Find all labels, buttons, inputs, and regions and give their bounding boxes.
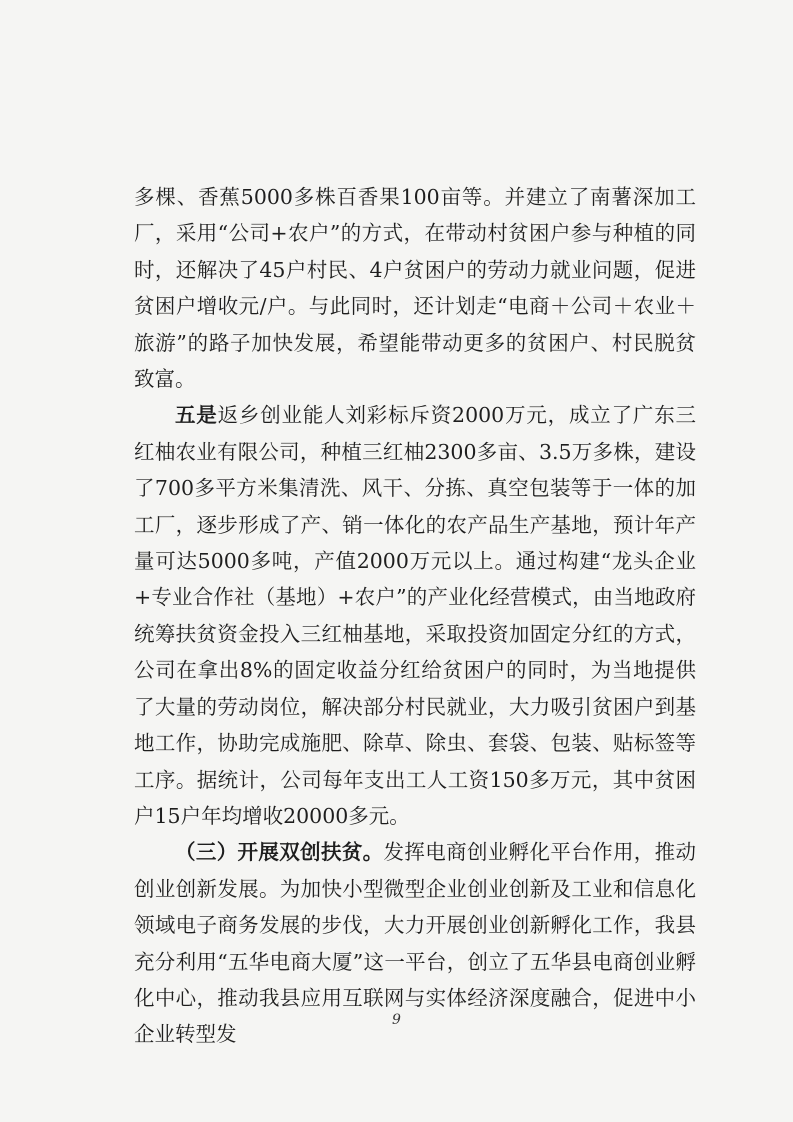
paragraph-3-lead: （三）开展双创扶贫。 bbox=[175, 840, 384, 865]
paragraph-2-text: 返乡创业能人刘彩标斥资2000万元，成立了广东三红柚农业有限公司，种植三红柚2300多亩、3.5万多株，建设了700多平方米集清洗、风干、分拣、真空包装等于一体的加工厂，逐步形成了产、销一体化的农产品生产基地，预计年产量可达5000多吨，产值2000万元以上。通过构建“龙头企业+专业合作社（基地）+农户”的产业化经营模式，由当地政府统筹扶贫资金投入三红柚基地，采取投资加固定分红的方式，公司在拿出8%的固定收益分红给贫困户的同时，为当地提供了大量的劳动岗位，解决部分村民就业，大力吸引贫困户到基地工作，协助完成施肥、除草、除虫、套袋、包装、贴标签等工序。据统计，公司每年支出工人工资150多万元，其中贫困户15户年均增收20000多元。 bbox=[134, 403, 697, 828]
page-number: 9 bbox=[392, 1012, 401, 1028]
paragraph-2-lead: 五是 bbox=[175, 403, 218, 428]
paragraph-3-text: 发挥电商创业孵化平台作用，推动创业创新发展。为加快小型微型企业创业创新及工业和信息化领域电子商务发展的步伐，大力开展创业创新孵化工作，我县充分利用“五华电商大厦”这一平台，创立了五华县电商创业孵化中心，推动我县应用互联网与实体经济深度融合，促进中小企业转型发 bbox=[134, 840, 697, 1047]
paragraph-1-text: 多棵、香蕉5000多株百香果100亩等。并建立了南薯深加工厂，采用“公司+农户”的方式，在带动村贫困户参与种植的同时，还解决了45户村民、4户贫困户的劳动力就业问题，促进贫困户增收元/户。与此同时，还计划走“电商＋公司＋农业＋旅游”的路子加快发展，希望能带动更多的贫困户、村民脱贫致富。 bbox=[134, 185, 696, 392]
body-text bbox=[134, 179, 696, 1053]
paragraph-1 bbox=[134, 179, 696, 397]
paragraph-2 bbox=[134, 397, 696, 834]
